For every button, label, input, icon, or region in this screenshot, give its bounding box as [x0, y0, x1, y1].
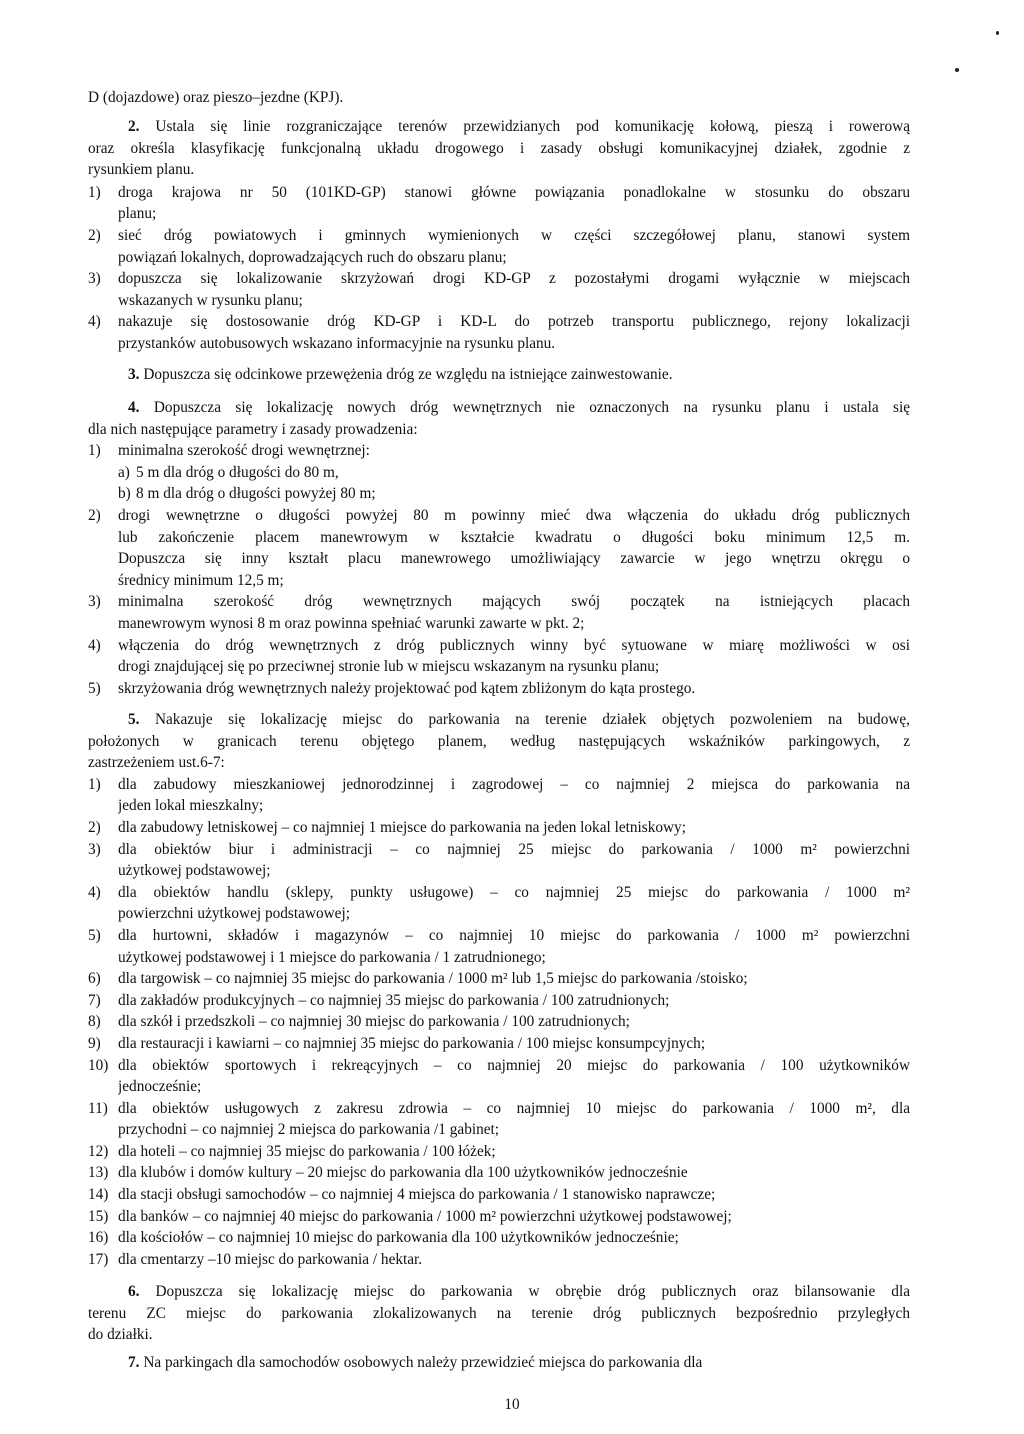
list-item [88, 182, 910, 225]
item-number: 2) [88, 818, 101, 836]
list-item [88, 1184, 910, 1206]
paragraph-line: terenu ZC miejsc do parkowania zlokalizowanych na terenie dróg publicznych bezpośrednio przyległych [88, 1304, 910, 1322]
item-number: 11) [88, 1099, 108, 1117]
section-number: 4. [128, 399, 140, 416]
item-line: lub zakończenie placem manewrowym w kształcie kwadratu o długości boku minimum 12,5 m. [118, 528, 910, 546]
section-number: 7. [128, 1354, 140, 1371]
paragraph-line: położonych w granicach terenu objętego planem, według następujących wskaźników parkingowych, z [88, 732, 910, 750]
item-number: 15) [88, 1207, 109, 1225]
item-number: 4) [88, 636, 101, 654]
list-item [88, 1206, 910, 1228]
sub-item [88, 462, 910, 484]
section-5 [88, 709, 910, 1270]
item-number: 6) [88, 970, 101, 988]
item-line: dla stacji obsługi samochodów – co najmniej 4 miejsca do parkowania / 1 stanowisko naprawcze; [118, 1186, 716, 1204]
list-item [88, 678, 910, 700]
paragraph-line: 6. Dopuszcza się lokalizację miejsc do parkowania w obrębie dróg publicznych oraz bilansowanie dla [128, 1283, 910, 1300]
item-line: dla zabudowy letniskowej – co najmniej 1 miejsce do parkowania na jeden lokal letniskowy; [118, 818, 686, 836]
section-6 [88, 1281, 910, 1346]
item-number: 2) [88, 506, 101, 524]
intro-text: D (dojazdowe) oraz pieszo–jezdne (KPJ). [88, 89, 344, 106]
item-line: 5 m dla dróg o długości do 80 m, [136, 463, 339, 481]
list-item [88, 311, 910, 354]
item-line: planu; [118, 205, 157, 223]
item-line: minimalna szerokość drogi wewnętrznej: [118, 442, 370, 460]
list-item [88, 1033, 910, 1055]
item-number: 9) [88, 1034, 101, 1052]
paragraph-line: 5. Nakazuje się lokalizację miejsc do parkowania na terenie działek objętych pozwoleniem na budowę, [128, 711, 910, 728]
item-line: powierzchni użytkowej podstawowej; [118, 905, 350, 923]
item-line: 8 m dla dróg o długości powyżej 80 m; [136, 485, 376, 503]
item-line: skrzyżowania dróg wewnętrznych należy projektować pod kątem zbliżonym do kąta prostego. [118, 679, 696, 697]
section-7 [88, 1352, 910, 1374]
list-item [88, 774, 910, 817]
item-number: 5) [88, 926, 101, 944]
item-number: 14) [88, 1186, 109, 1204]
item-number: 3) [88, 270, 101, 288]
item-line: użytkowej podstawowej; [118, 862, 271, 880]
list-item [88, 440, 910, 462]
item-letter: a) [118, 463, 130, 481]
paragraph-line: 3. Dopuszcza się odcinkowe przewężenia dróg ze względu na istniejące zainwestowanie. [128, 366, 673, 383]
item-line: jeden lokal mieszkalny; [118, 797, 264, 815]
item-line: włączenia do dróg wewnętrznych z dróg publicznych winny być sytuowane w miarę możliwości w osi [118, 636, 910, 654]
list-item [88, 1141, 910, 1163]
section-2 [88, 116, 910, 355]
list-item [88, 990, 910, 1012]
item-line: wskazanych w rysunku planu; [118, 291, 303, 309]
section-number: 2. [128, 118, 140, 135]
item-line: manewrowym wynosi 8 m oraz powinna spełniać warunki zawarte w pkt. 2; [118, 614, 585, 632]
item-number: 12) [88, 1142, 109, 1160]
item-line: dla hurtowni, składów i magazynów – co najmniej 10 miejsc do parkowania / 1000 m² powierzchni [118, 926, 910, 944]
list-item [88, 225, 910, 268]
item-number: 7) [88, 991, 101, 1009]
paragraph-line: 2. Ustala się linie rozgraniczające terenów przewidzianych pod komunikację kołową, pieszą i rowerową [128, 118, 910, 135]
item-number: 17) [88, 1250, 109, 1268]
item-line: dla targowisk – co najmniej 35 miejsc do parkowania / 1000 m² lub 1,5 miejsc do parkowania /stoisko; [118, 970, 748, 988]
list-item [88, 1055, 910, 1098]
sub-item [88, 483, 910, 505]
item-number: 13) [88, 1164, 109, 1182]
item-line: średnicy minimum 12,5 m; [118, 571, 284, 589]
list-item [88, 1249, 910, 1271]
list-item [88, 1227, 910, 1249]
item-line: dla obiektów sportowych i rekreącyjnych – co najmniej 20 miejsc do parkowania / 100 użytkowników [118, 1056, 910, 1074]
item-line: przystanków autobusowych wskazano informacyjnie na rysunku planu. [118, 334, 556, 352]
list-item [88, 268, 910, 311]
list-item [88, 1011, 910, 1033]
list-item [88, 1098, 910, 1141]
item-number: 16) [88, 1229, 109, 1247]
item-letter: b) [118, 485, 131, 503]
item-line: sieć dróg powiatowych i gminnych wymienionych w części szczegółowej planu, stanowi system [118, 226, 910, 244]
item-line: powiązań lokalnych, doprowadzających ruch do obszaru planu; [118, 248, 507, 266]
item-number: 1) [88, 183, 101, 201]
paragraph-line: do działki. [88, 1326, 153, 1344]
item-line: przychodni – co najmniej 2 miejsca do parkowania /1 gabinet; [118, 1121, 500, 1139]
item-line: dla obiektów handlu (sklepy, punkty usługowe) – co najmniej 25 miejsc do parkowania / 1000 m² [118, 883, 910, 901]
item-number: 10) [88, 1056, 109, 1074]
paragraph-line: zastrzeżeniem ust.6-7: [88, 754, 225, 772]
item-line: dla obiektów usługowych z zakresu zdrowia – co najmniej 10 miejsc do parkowania / 1000 m², dla [118, 1099, 910, 1117]
section-number: 6. [128, 1283, 140, 1300]
list-item [88, 1162, 910, 1184]
item-line: drogi wewnętrzne o długości powyżej 80 m powinny mieć dwa włączenia do układu dróg publicznych [118, 506, 910, 524]
list-item [88, 839, 910, 882]
scan-mark [996, 31, 999, 35]
item-line: dla cmentarzy –10 miejsc do parkowania / hektar. [118, 1250, 423, 1268]
parking-list [88, 774, 910, 1271]
section-4 [88, 397, 910, 699]
paragraph-line: dla nich następujące parametry i zasady prowadzenia: [88, 420, 418, 438]
item-line: dla hoteli – co najmniej 35 miejsc do parkowania / 100 łóżek; [118, 1142, 496, 1160]
list-item [88, 882, 910, 925]
item-line: Dopuszcza się inny kształt placu manewrowego umożliwiający zawarcie w jego wnętrzu okręgu o [118, 550, 910, 568]
paragraph-line: 7. Na parkingach dla samochodów osobowych należy przewidzieć miejsca do parkowania dla [128, 1354, 703, 1371]
item-number: 2) [88, 226, 101, 244]
item-number: 3) [88, 840, 101, 858]
item-line: nakazuje się dostosowanie dróg KD-GP i KD-L do potrzeb transportu publicznego, rejony lokalizacji [118, 313, 910, 331]
section-3 [88, 364, 910, 386]
item-line: dla zabudowy mieszkaniowej jednorodzinnej i zagrodowej – co najmniej 2 miejsca do parkowania na [118, 775, 910, 793]
item-line: użytkowej podstawowej i 1 miejsce do parkowania / 1 zatrudnionego; [118, 948, 546, 966]
intro-fragment [88, 87, 910, 109]
item-line: drogi znajdującej się po przeciwnej stronie lub w miejscu wskazanym na rysunku planu; [118, 658, 660, 676]
item-line: dla obiektów biur i administracji – co najmniej 25 miejsc do parkowania / 1000 m² powierzchni [118, 840, 910, 858]
page-number: 10 [504, 1396, 520, 1413]
item-line: dla restauracji i kawiarni – co najmniej 35 miejsc do parkowania / 100 miejsc konsumpcyjnych; [118, 1034, 706, 1052]
item-line: droga krajowa nr 50 (101KD-GP) stanowi główne powiązania ponadlokalne w stosunku do obszaru [118, 183, 910, 201]
item-line: minimalna szerokość dróg wewnętrznych mających swój początek na istniejących placach [118, 593, 910, 611]
item-number: 5) [88, 679, 101, 697]
paragraph-line: oraz określa klasyfikację funkcjonalną układu drogowego i zasady obsługi komunikacyjnej działek, zgodnie z [88, 139, 910, 157]
section-number: 3. [128, 366, 140, 383]
scan-mark [955, 68, 959, 72]
item-number: 4) [88, 883, 101, 901]
item-line: dla banków – co najmniej 40 miejsc do parkowania / 1000 m² powierzchni użytkowej podstawowej; [118, 1207, 732, 1225]
item-line: dla szkół i przedszkoli – co najmniej 30 miejsc do parkowania / 100 zatrudnionych; [118, 1013, 630, 1031]
item-line: dla kościołów – co najmniej 10 miejsc do parkowania dla 100 użytkowników jednocześnie; [118, 1229, 679, 1247]
list-item [88, 968, 910, 990]
item-number: 1) [88, 775, 101, 793]
list-item [88, 635, 910, 678]
section-number: 5. [128, 711, 140, 728]
item-number: 4) [88, 313, 101, 331]
item-number: 1) [88, 442, 101, 460]
paragraph-line: 4. Dopuszcza się lokalizację nowych dróg wewnętrznych nie oznaczonych na rysunku planu i ustala się [128, 399, 910, 416]
item-line: jednocześnie; [118, 1078, 202, 1096]
list-item [88, 591, 910, 634]
item-line: dopuszcza się lokalizowanie skrzyżowań drogi KD-GP z pozostałymi drogami wyłącznie w miejscach [118, 270, 910, 288]
list-item [88, 817, 910, 839]
list-item [88, 925, 910, 968]
item-line: dla zakładów produkcyjnych – co najmniej 35 miejsc do parkowania / 100 zatrudnionych; [118, 991, 670, 1009]
item-number: 3) [88, 593, 101, 611]
list-item [88, 505, 910, 591]
item-line: dla klubów i domów kultury – 20 miejsc do parkowania dla 100 użytkowników jednocześnie [118, 1164, 688, 1182]
paragraph-line: rysunkiem planu. [88, 161, 195, 179]
item-number: 8) [88, 1013, 101, 1031]
